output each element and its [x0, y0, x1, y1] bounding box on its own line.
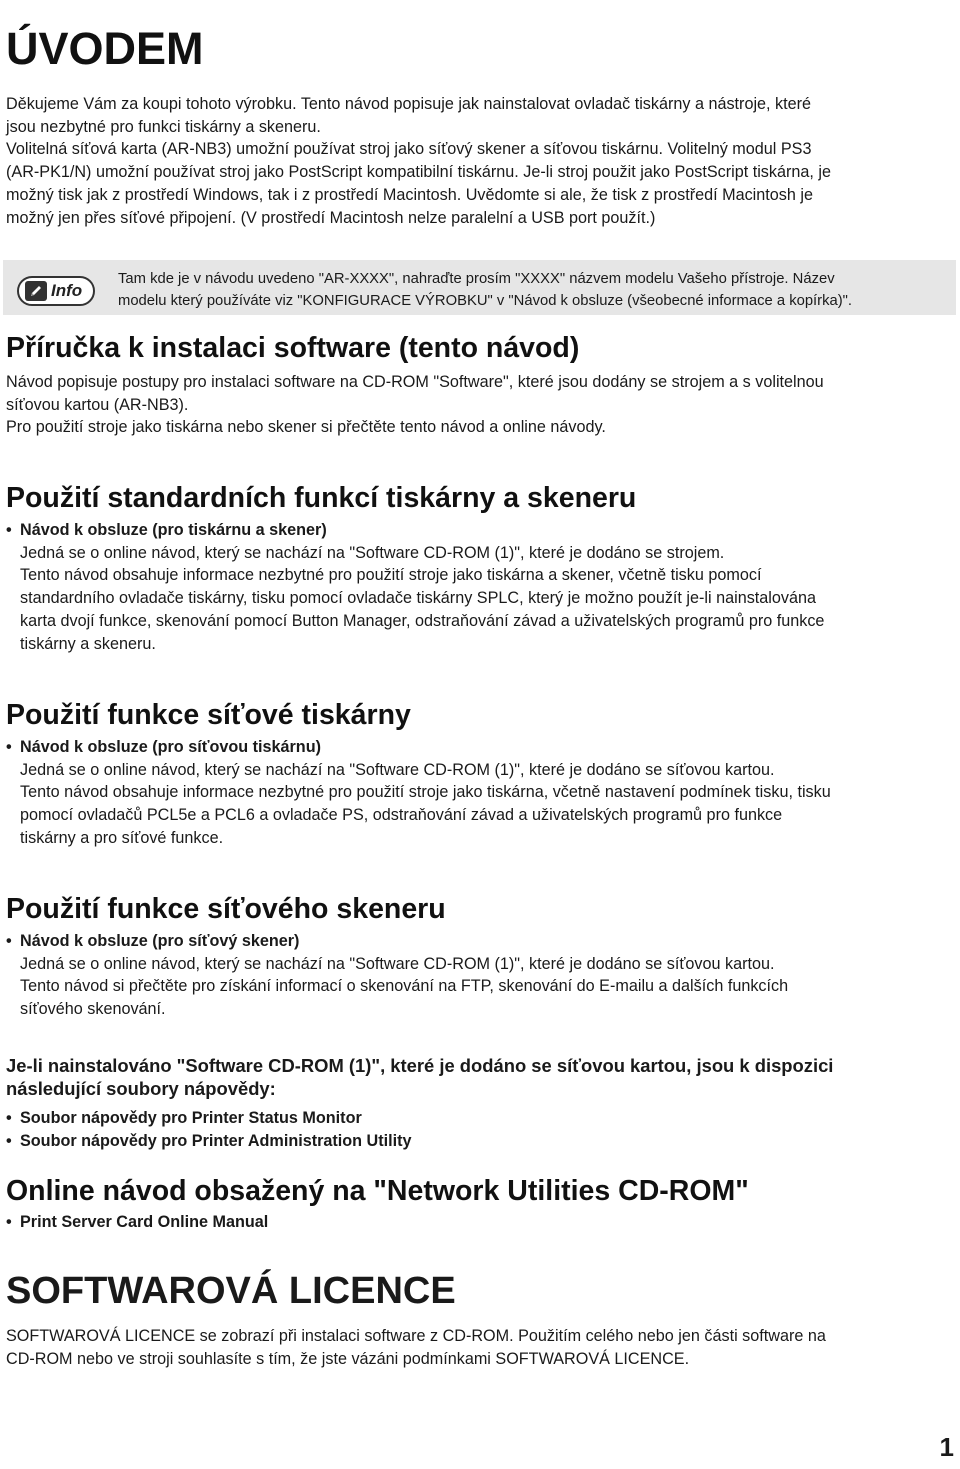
- bullet-dot-icon: •: [6, 1213, 12, 1231]
- section-heading-netprinter: Použití funkce síťové tiskárny: [6, 699, 411, 731]
- netscanner-line: Jedná se o online návod, který se nachází na "Software CD-ROM (1)", které je dodáno se síťovou kartou.: [20, 954, 775, 973]
- netprinter-block: [6, 736, 952, 850]
- netprinter-bullet-label: Návod k obsluze (pro síťovou tiskárnu): [20, 738, 321, 756]
- netscanner-line: Tento návod si přečtěte pro získání informací o skenování na FTP, skenování do E-mailu a dalších funkcích: [20, 977, 789, 996]
- help-paragraph: [6, 1054, 952, 1100]
- help-line: Je-li nainstalováno "Software CD-ROM (1)", které je dodáno se síťovou kartou, jsou k dispozici: [6, 1055, 834, 1076]
- section-heading-standard: Použití standardních funkcí tiskárny a skeneru: [6, 482, 637, 514]
- standard-line: tiskárny a skeneru.: [20, 634, 156, 653]
- intro-line: možný tisk jak z prostředí Windows, tak i z prostředí Macintosh. Uvědomte si ale, že tisk z prostředí Macintosh je: [6, 185, 813, 204]
- page-number: 1: [939, 1432, 954, 1462]
- netscanner-block: [6, 930, 952, 1021]
- info-note: [3, 260, 956, 315]
- netprinter-bullet: [6, 736, 952, 759]
- install-line: Návod popisuje postupy pro instalaci software na CD-ROM "Software", které jsou dodány se strojem a s volitelnou: [6, 373, 824, 391]
- page-title: ÚVODEM: [6, 23, 204, 74]
- netprinter-line: Jedná se o online návod, který se nachází na "Software CD-ROM (1)", které je dodáno se síťovou kartou.: [20, 760, 775, 779]
- license-heading: SOFTWAROVÁ LICENCE: [6, 1270, 456, 1312]
- online-list: [6, 1211, 952, 1234]
- standard-line: Jedná se o online návod, který se nachází na "Software CD-ROM (1)", které je dodáno se strojem.: [20, 543, 725, 562]
- netscanner-paragraph: [6, 953, 952, 1021]
- intro-line: Děkujeme Vám za koupi tohoto výrobku. Tento návod popisuje jak nainstalovat ovladač tiskárny a nástroje, které: [6, 95, 812, 113]
- install-line: síťovou kartou (AR-NB3).: [6, 395, 189, 414]
- license-paragraph: [6, 1325, 952, 1370]
- netscanner-line: síťového skenování.: [20, 1000, 166, 1019]
- intro-line: (AR-PK1/N) umožní používat stroj jako PostScript kompatibilní tiskárnu. Je-li stroj použit jako PostScript tiskárna, je: [6, 163, 831, 182]
- info-text: [118, 268, 952, 312]
- netprinter-line: Tento návod obsahuje informace nezbytné pro použití stroje jako tiskárna, včetně nastavení podmínek tisku, tisku: [20, 783, 831, 802]
- standard-line: karta dvojí funkce, skenování pomocí Button Manager, odstraňování závad a uživatelských programů pro funkce: [20, 611, 825, 630]
- info-label: Info: [51, 281, 83, 300]
- netscanner-bullet: [6, 930, 952, 953]
- intro-line: možný jen přes síťové připojení. (V prostředí Macintosh nelze paralelní a USB port použít.): [6, 208, 656, 227]
- online-item-label: Print Server Card Online Manual: [20, 1213, 269, 1231]
- help-line: následující soubory nápovědy:: [6, 1078, 276, 1099]
- license-line: CD-ROM nebo ve stroji souhlasíte s tím, že jste vázáni podmínkami SOFTWAROVÁ LICENCE.: [6, 1349, 690, 1368]
- standard-bullet: [6, 519, 952, 542]
- install-line: Pro použití stroje jako tiskárna nebo skener si přečtěte tento návod a online návody.: [6, 418, 606, 437]
- info-line: Tam kde je v návodu uvedeno "AR-XXXX", nahraďte prosím "XXXX" názvem modelu Vašeho přístroje. Název: [118, 271, 835, 287]
- bullet-dot-icon: •: [6, 1109, 12, 1127]
- standard-bullet-label: Návod k obsluze (pro tiskárnu a skener): [20, 521, 327, 539]
- bullet-dot-icon: •: [6, 932, 12, 950]
- bullet-dot-icon: •: [6, 521, 12, 539]
- info-badge: [17, 276, 95, 306]
- intro-line: jsou nezbytné pro funkci tiskárny a skeneru.: [6, 117, 321, 136]
- install-paragraph: [6, 371, 952, 439]
- help-list: [6, 1107, 952, 1152]
- standard-line: standardního ovladače tiskárny, tisku pomocí ovladače tiskárny SPLC, který je možno použít je-li nainstalována: [20, 589, 816, 608]
- help-item-label: Soubor nápovědy pro Printer Status Monitor: [20, 1109, 362, 1127]
- netprinter-paragraph: [6, 759, 952, 850]
- standard-paragraph: [6, 542, 952, 656]
- pencil-icon: [25, 281, 47, 301]
- help-item-label: Soubor nápovědy pro Printer Administration Utility: [20, 1131, 412, 1150]
- info-line: modelu který používáte viz "KONFIGURACE VÝROBKU" v "Návod k obsluze (všeobecné informace a kopírka)".: [118, 293, 853, 309]
- standard-line: Tento návod obsahuje informace nezbytné pro použití stroje jako tiskárna a skener, včetně tisku pomocí: [20, 566, 762, 585]
- netprinter-line: tiskárny a pro síťové funkce.: [20, 828, 224, 847]
- section-heading-netscanner: Použití funkce síťového skeneru: [6, 893, 446, 925]
- help-list-item: [6, 1107, 952, 1130]
- bullet-dot-icon: •: [6, 738, 12, 756]
- online-list-item: [6, 1211, 952, 1234]
- netscanner-bullet-label: Návod k obsluze (pro síťový skener): [20, 932, 300, 950]
- standard-block: [6, 519, 952, 655]
- intro-paragraph: [6, 93, 952, 229]
- section-heading-online: Online návod obsažený na "Network Utilities CD-ROM": [6, 1175, 749, 1207]
- license-line: SOFTWAROVÁ LICENCE se zobrazí při instalaci software z CD-ROM. Použitím celého nebo jen části software na: [6, 1327, 826, 1345]
- section-heading-install: Příručka k instalaci software (tento návod): [6, 332, 580, 364]
- netprinter-line: pomocí ovladačů PCL5e a PCL6 a ovladače PS, odstraňování závad a uživatelských programů pro funkce: [20, 806, 783, 825]
- bullet-dot-icon: •: [6, 1131, 12, 1150]
- intro-line: Volitelná síťová karta (AR-NB3) umožní používat stroj jako síťový skener a síťovou tiskárnu. Volitelný modul PS3: [6, 140, 812, 159]
- help-list-item: [6, 1130, 952, 1153]
